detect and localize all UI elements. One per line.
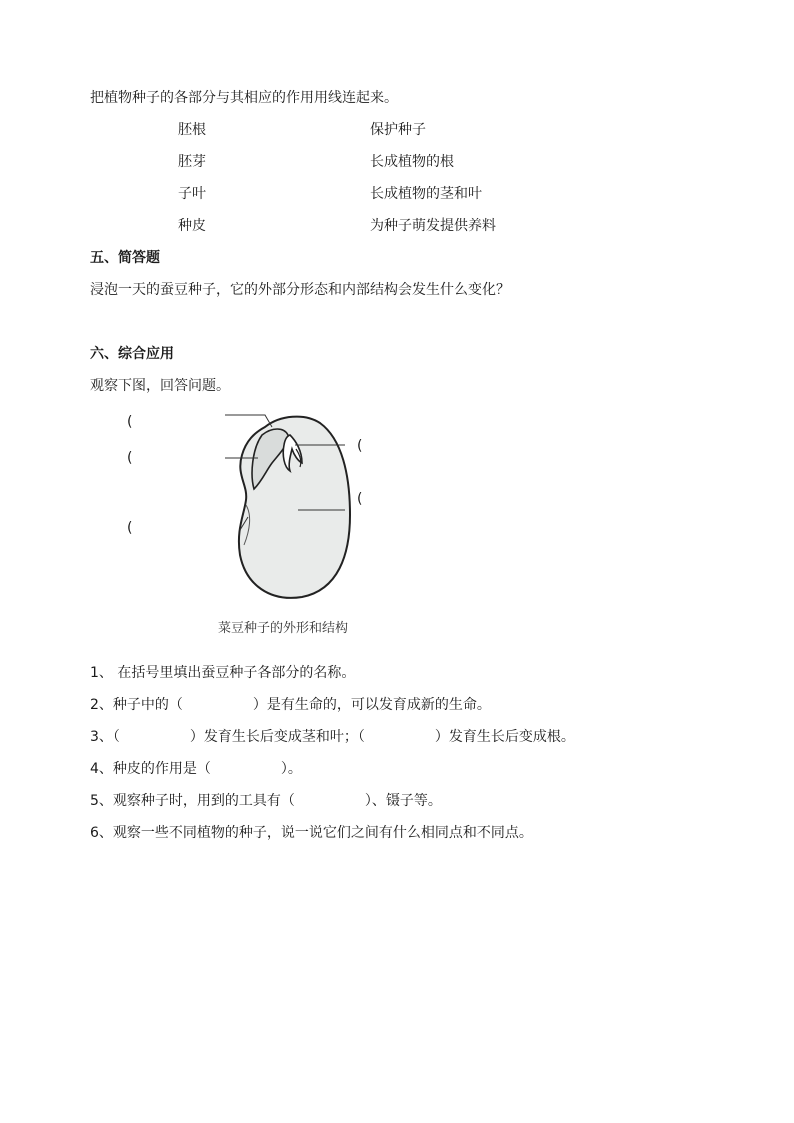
section5-question: 浸泡一天的蚕豆种子，它的外部分形态和内部结构会发生什么变化？	[90, 282, 510, 298]
seed-part-seed-coat: 种皮	[178, 218, 206, 234]
section6-intro: 观察下图，回答问题。	[90, 378, 230, 394]
leader-line-1	[225, 415, 272, 427]
function-grow-stem-leaf: 长成植物的茎和叶	[370, 186, 482, 202]
question-3: 3、（ ）发育生长后变成茎和叶；（ ）发育生长后变成根。	[90, 729, 575, 745]
answer-bracket-3: (	[127, 520, 133, 536]
seed-part-embryonic-root: 胚根	[178, 122, 206, 138]
question-2: 2、种子中的（ ）是有生命的，可以发育成新的生命。	[90, 697, 491, 713]
bean-seed-diagram	[210, 405, 363, 605]
section6-heading: 六、综合应用	[90, 346, 174, 362]
answer-bracket-1: (	[127, 414, 133, 430]
answer-bracket-5: (	[357, 491, 363, 507]
figure-caption: 菜豆种子的外形和结构	[218, 621, 349, 636]
question-6: 6、观察一些不同植物的种子，说一说它们之间有什么相同点和不同点。	[90, 825, 533, 841]
matching-instruction: 把植物种子的各部分与其相应的作用用线连起来。	[90, 90, 398, 106]
question-5: 5、观察种子时，用到的工具有（ ）、镊子等。	[90, 793, 442, 809]
question-1: 1、 在括号里填出蚕豆种子各部分的名称。	[90, 665, 356, 681]
function-provide-nutrients: 为种子萌发提供养料	[370, 218, 496, 234]
section5-heading: 五、简答题	[90, 250, 160, 266]
answer-bracket-4: (	[357, 438, 363, 454]
seed-part-embryonic-bud: 胚芽	[178, 154, 206, 170]
function-grow-root: 长成植物的根	[370, 154, 454, 170]
question-4: 4、种皮的作用是（ ）。	[90, 761, 302, 777]
answer-bracket-2: (	[127, 450, 133, 466]
function-protect-seed: 保护种子	[370, 122, 426, 138]
seed-part-cotyledon: 子叶	[178, 186, 206, 202]
